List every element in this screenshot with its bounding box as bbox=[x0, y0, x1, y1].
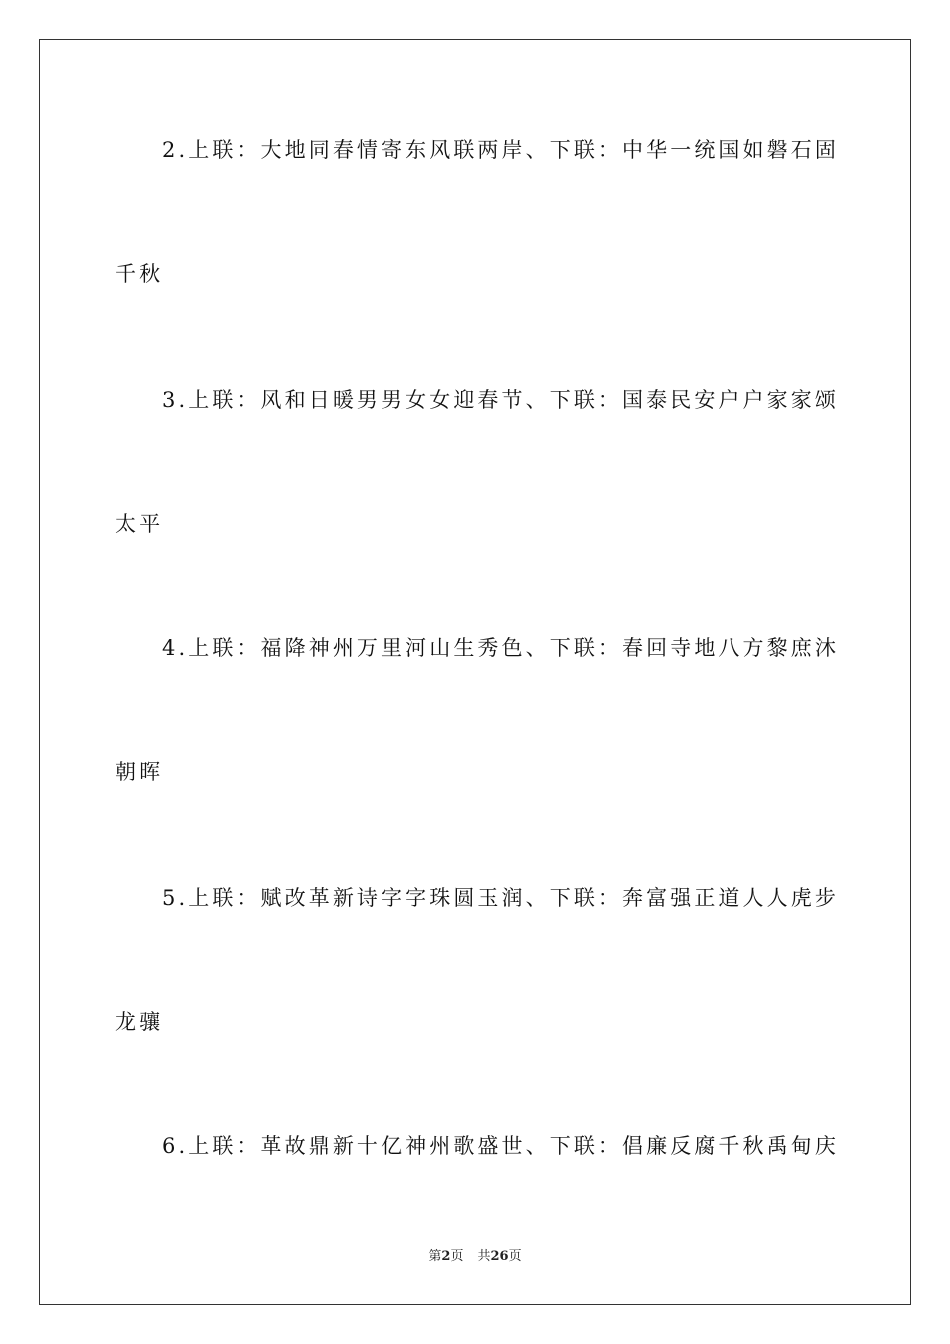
entry-5-continuation: 龙骧 bbox=[115, 1010, 164, 1034]
entry-6-first-line: 6.上联：革故鼎新十亿神州歌盛世、下联：倡廉反腐千秋禹甸庆 bbox=[162, 1134, 839, 1158]
footer-page-suffix: 页 bbox=[450, 1249, 464, 1264]
footer-total-pages: 26 bbox=[490, 1249, 509, 1264]
page-border bbox=[39, 39, 911, 1305]
footer-page-number: 2 bbox=[441, 1249, 451, 1264]
page-footer bbox=[0, 1248, 950, 1266]
entry-4-continuation: 朝晖 bbox=[115, 760, 164, 784]
entry-5-first-line: 5.上联：赋改革新诗字字珠圆玉润、下联：奔富强正道人人虎步 bbox=[162, 886, 839, 910]
footer-total-suffix: 页 bbox=[508, 1249, 522, 1264]
entry-2-first-line: 2.上联：大地同春情寄东风联两岸、下联：中华一统国如磐石固 bbox=[162, 138, 839, 162]
entry-3-first-line: 3.上联：风和日暖男男女女迎春节、下联：国泰民安户户家家颂 bbox=[162, 388, 839, 412]
entry-2-continuation: 千秋 bbox=[115, 262, 164, 286]
entry-3-continuation: 太平 bbox=[115, 512, 164, 536]
footer-total-prefix: 共 bbox=[477, 1249, 491, 1264]
entry-4-first-line: 4.上联：福降神州万里河山生秀色、下联：春回寺地八方黎庶沐 bbox=[162, 636, 839, 660]
footer-page-prefix: 第 bbox=[428, 1249, 442, 1264]
